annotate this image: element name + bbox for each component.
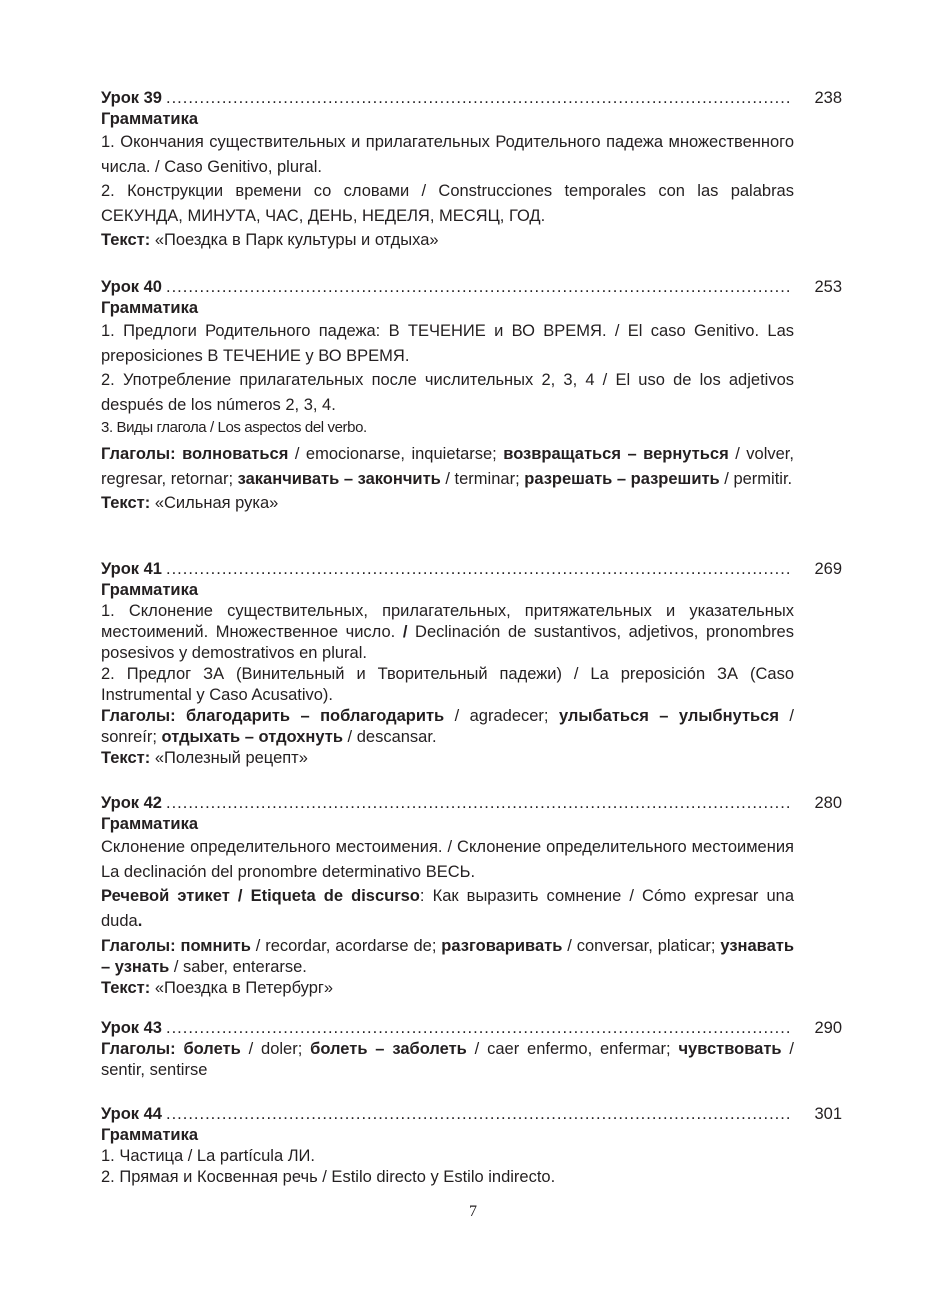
lesson-heading[interactable]: [101, 1104, 842, 1125]
lesson-41: [101, 559, 842, 769]
lesson-40: [101, 277, 842, 516]
text-title: «Поездка в Петербург»: [150, 979, 334, 997]
verbs-line: [101, 936, 794, 978]
verb-es: / descansar.: [342, 728, 437, 746]
verb-es: / saber, enterarse.: [169, 958, 307, 976]
text-label: Текст:: [101, 979, 151, 997]
grammar-item: 1. Окончания существительных и прилагательных Родительного падежа множественного числа. / Caso Genitivo, plural.: [101, 133, 794, 176]
grammar-heading: Грамматика: [101, 299, 199, 317]
verb-es: / agradecer;: [444, 707, 559, 725]
text-label: Текст:: [101, 749, 151, 767]
etiquette-end: .: [137, 911, 143, 930]
grammar-item-ru: 1. Склонение существительных, прилагательных, притяжательных и указательных местоимений. Множественное число.: [101, 602, 794, 641]
grammar-item: 1. Частица / La partícula ЛИ.: [101, 1147, 316, 1165]
lesson-43: [101, 1018, 842, 1081]
verb-es: / sentir, sentirse: [101, 1040, 794, 1079]
grammar-item: 2. Предлог ЗА (Винительный и Творительный падежи) / La preposición ЗА (Caso Instrumental y Caso Acusativo).: [101, 665, 794, 704]
verb-ru: болеть – заболеть: [310, 1040, 467, 1058]
lesson-39: [101, 88, 842, 253]
verb-ru: болеть: [175, 1040, 241, 1058]
leader-dots: [166, 277, 790, 298]
verb-es: / sonreír;: [101, 707, 794, 746]
verb-ru: заканчивать – закончить: [237, 469, 441, 488]
lesson-page-number: 301: [814, 1105, 842, 1123]
verb-es: / emocionarse, inquietarse;: [288, 445, 504, 463]
grammar-item: 1. Предлоги Родительного падежа: В ТЕЧЕНИЕ и ВО ВРЕМЯ. / El caso Genitivo. Las preposiciones В ТЕЧЕНИЕ y ВО ВРЕМЯ.: [101, 322, 794, 365]
lesson-44: [101, 1104, 842, 1188]
lesson-heading[interactable]: [101, 1018, 842, 1039]
leader-dots: [166, 88, 790, 109]
leader-dots: [166, 559, 790, 580]
verbs-label: Глаголы:: [101, 445, 176, 463]
grammar-item: [101, 601, 794, 664]
text-title: «Полезный рецепт»: [150, 749, 308, 767]
verb-es: / permitir.: [719, 469, 793, 488]
slash: /: [402, 623, 408, 641]
verb-ru: благодарить – поблагодарить: [175, 707, 445, 725]
etiquette-label: Речевой этикет / Etiqueta de discurso: [101, 887, 420, 905]
lesson-title: Урок 44: [101, 1105, 162, 1123]
verb-ru: разрешать – разрешить: [524, 469, 720, 488]
lesson-heading[interactable]: [101, 88, 842, 109]
grammar-item: Склонение определительного местоимения. / Склонение определительного местоимения La declinación del pronombre determinativo ВЕСЬ.: [101, 838, 794, 881]
text-title: «Сильная рука»: [150, 494, 279, 512]
grammar-item: 2. Употребление прилагательных после числительных 2, 3, 4 / El uso de los adjetivos después de los números 2, 3, 4.: [101, 371, 794, 414]
verb-ru: возвращаться – вернуться: [503, 445, 729, 463]
leader-dots: [166, 793, 790, 814]
verb-ru: узнавать – узнать: [101, 937, 794, 976]
leader-dots: [166, 1018, 790, 1039]
text-line: [101, 491, 794, 516]
verb-ru: разговаривать: [441, 937, 563, 955]
lesson-page-number: 290: [814, 1019, 842, 1037]
lesson-page-number: 280: [814, 794, 842, 812]
lesson-heading[interactable]: [101, 559, 842, 580]
lesson-page-number: 269: [814, 560, 842, 578]
grammar-item: 3. Виды глагола / Los aspectos del verbo.: [101, 419, 367, 436]
grammar-heading: Грамматика: [101, 110, 199, 128]
verbs-line: [101, 1039, 794, 1081]
verb-ru: улыбаться – улыбнуться: [558, 707, 779, 725]
lesson-title: Урок 39: [101, 89, 162, 107]
leader-dots: [166, 1104, 790, 1125]
etiquette-line: [101, 884, 794, 933]
lesson-title: Урок 40: [101, 278, 162, 296]
lesson-page-number: 253: [814, 278, 842, 296]
etiquette-text: : Как выразить сомнение / Cómo expresar una duda: [101, 887, 794, 930]
text-line: [101, 748, 794, 769]
verb-es: / recordar, acordarse de;: [250, 937, 442, 955]
verb-ru: чувствовать: [678, 1040, 782, 1058]
grammar-heading: Грамматика: [101, 581, 199, 599]
lesson-page-number: 238: [814, 89, 842, 107]
page-number: 7: [469, 1203, 477, 1220]
verbs-label: Глаголы:: [101, 707, 176, 725]
verb-es: / doler;: [240, 1040, 311, 1058]
lesson-heading[interactable]: [101, 277, 842, 298]
lesson-title: Урок 41: [101, 560, 162, 578]
lesson-title: Урок 42: [101, 794, 162, 812]
verbs-line: [101, 442, 794, 491]
verb-ru: отдыхать – отдохнуть: [161, 728, 343, 746]
verb-es: / caer enfermo, enfermar;: [466, 1040, 679, 1058]
text-label: Текст:: [101, 231, 151, 249]
grammar-item: 2. Прямая и Косвенная речь / Estilo directo y Estilo indirecto.: [101, 1168, 556, 1186]
verbs-label: Глаголы:: [101, 1040, 176, 1058]
verb-ru: помнить: [175, 937, 251, 955]
verb-es: / volver, regresar, retornar;: [101, 445, 794, 488]
lesson-heading[interactable]: [101, 793, 842, 814]
grammar-heading: Грамматика: [101, 1126, 199, 1144]
text-title: «Поездка в Парк культуры и отдыха»: [150, 231, 439, 249]
grammar-item: 2. Конструкции времени со словами / Construcciones temporales con las palabras СЕКУНДА, МИНУТА, ЧАС, ДЕНЬ, НЕДЕЛЯ, МЕСЯЦ, ГОД.: [101, 182, 794, 225]
text-line: [101, 228, 794, 253]
verb-ru: волноваться: [175, 445, 289, 463]
grammar-item-es: Declinación de sustantivos, adjetivos, pronombres posesivos y demostrativos en plural.: [101, 623, 794, 662]
lesson-42: [101, 793, 842, 999]
grammar-heading: Грамматика: [101, 815, 199, 833]
text-label: Текст:: [101, 494, 151, 512]
verb-es: / terminar;: [440, 469, 525, 488]
text-line: [101, 978, 794, 999]
verbs-line: [101, 706, 794, 748]
lesson-title: Урок 43: [101, 1019, 162, 1037]
verbs-label: Глаголы:: [101, 937, 176, 955]
verb-es: / conversar, platicar;: [562, 937, 721, 955]
